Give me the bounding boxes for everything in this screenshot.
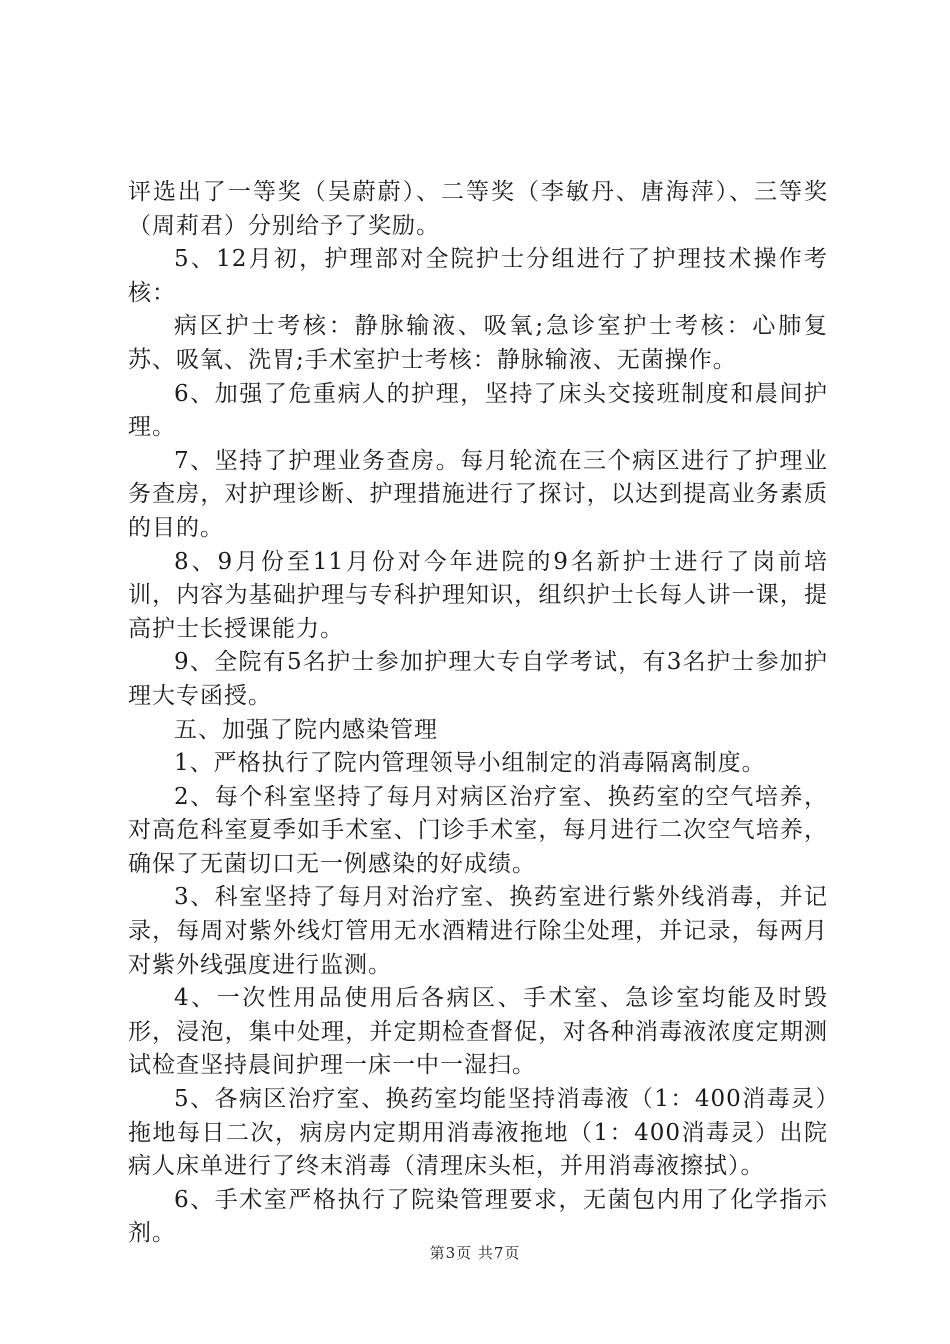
paragraph-item-5-skills-assessment: 5、12月初，护理部对全院护士分组进行了护理技术操作考核：: [128, 246, 828, 306]
paragraph-infection-item-1: 1、严格执行了院内管理领导小组制定的消毒隔离制度。: [174, 750, 766, 777]
paragraph-item-7-ward-rounds: 7、坚持了护理业务查房。每月轮流在三个病区进行了护理业务查房，对护理诊断、护理措施进行了探讨，以达到提高业务素质的目的。: [128, 447, 828, 541]
page-number-footer: 第3页 共7页: [429, 1244, 521, 1262]
document-body: [128, 176, 828, 1251]
paragraph-infection-item-2: 2、每个科室坚持了每月对病区治疗室、换药室的空气培养，对高危科室夏季如手术室、门诊手术室，每月进行二次空气培养，确保了无菌切口无一例感染的好成绩。: [128, 783, 828, 877]
section-heading-infection-control: 五、加强了院内感染管理: [174, 716, 438, 743]
paragraph-item-8-new-nurse-training: 8、9月份至11月份对今年进院的9名新护士进行了岗前培训，内容为基础护理与专科护理知识，组织护士长每人讲一课，提高护士长授课能力。: [128, 548, 828, 642]
paragraph-award-continuation: 评选出了一等奖（吴蔚蔚）、二等奖（李敏丹、唐海萍）、三等奖（周莉君）分别给予了奖励。: [128, 179, 828, 239]
paragraph-item-6-critical-care: 6、加强了危重病人的护理，坚持了床头交接班制度和晨间护理。: [128, 380, 828, 441]
paragraph-infection-item-4: 4、一次性用品使用后各病区、手术室、急诊室均能及时毁形，浸泡，集中处理，并定期检查督促，对各种消毒液浓度定期测试检查坚持晨间护理一床一中一湿扫。: [128, 985, 828, 1079]
paragraph-infection-item-3: 3、科室坚持了每月对治疗室、换药室进行紫外线消毒，并记录，每周对紫外线灯管用无水酒精进行除尘处理，并记录，每两月对紫外线强度进行监测。: [128, 884, 828, 978]
paragraph-item-9-further-education: 9、全院有5名护士参加护理大专自学考试，有3名护士参加护理大专函授。: [128, 649, 828, 709]
paragraph-infection-item-5: 5、各病区治疗室、换药室均能坚持消毒液（1：400消毒灵）拖地每日二次，病房内定期用消毒液拖地（1：400消毒灵）出院病人床单进行了终末消毒（清理床头柜，并用消毒液擦拭）。: [128, 1086, 828, 1180]
paragraph-assessment-details: 病区护士考核：静脉输液、吸氧;急诊室护士考核：心肺复苏、吸氧、洗胃;手术室护士考核：静脉输液、无菌操作。: [128, 313, 828, 373]
paragraph-infection-item-6: 6、手术室严格执行了院染管理要求，无菌包内用了化学指示剂。: [128, 1186, 828, 1247]
